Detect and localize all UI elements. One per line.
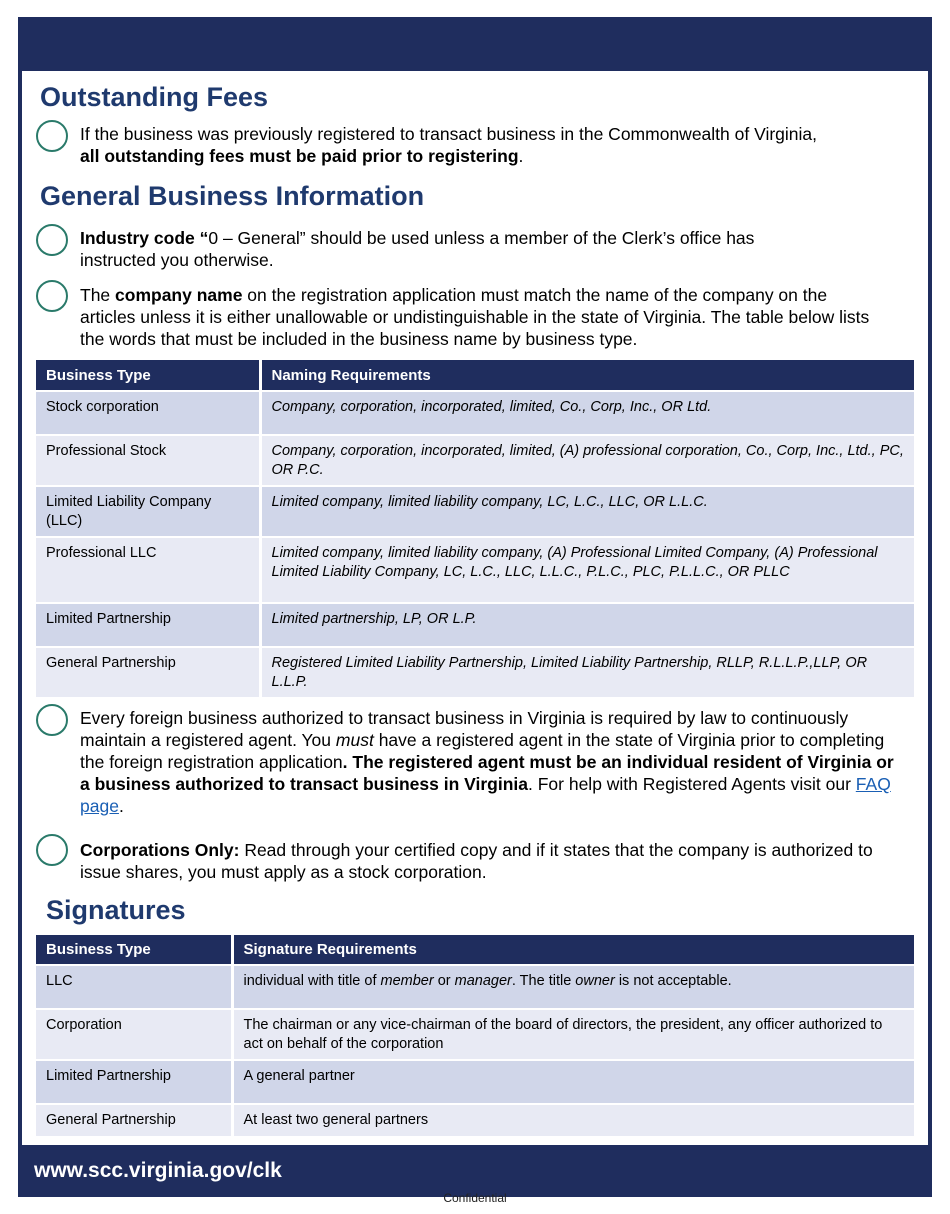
- llc-req-pre: individual with title of: [243, 973, 381, 989]
- cell-naming-requirement: Limited company, limited liability company, LC, L.C., LLC, OR L.L.C.: [260, 486, 914, 537]
- llc-req-owner: owner: [575, 973, 615, 989]
- corporations-only-body: Read through your certified copy and if it states that the company is authorized to issue shares, you must apply as a stock corporation.: [80, 840, 873, 882]
- cell-signature-requirement: The chairman or any vice-chairman of the board of directors, the president, any officer authorized to act on behalf of the corporation: [232, 1009, 914, 1060]
- signature-requirements-table: [36, 935, 914, 1136]
- registered-agent-must: must: [335, 730, 374, 750]
- cell-business-type: General Partnership: [36, 647, 260, 697]
- outstanding-fees-text: [80, 123, 900, 167]
- cell-business-type: Professional LLC: [36, 537, 260, 603]
- bullet-circle-icon: [36, 280, 68, 312]
- company-name-body: on the registration application must match the name of the company on the articles unless it is either unallowable or undistinguishable in the state of Virginia. The table below lists the words that must be included in the business name by business type.: [80, 285, 870, 349]
- faq-page-link[interactable]: FAQ page: [80, 774, 891, 816]
- cell-naming-requirement: Company, corporation, incorporated, limited, Co., Corp, Inc., OR Ltd.: [260, 391, 914, 435]
- signature-col-requirements: Signature Requirements: [232, 935, 914, 965]
- cell-naming-requirement: Limited company, limited liability company, (A) Professional Limited Company, (A) Professional Limited Liability Company, LC, L.C., LLC, L.L.C., P.L.C., PLC, P.L.L.C., OR PLLC: [260, 537, 914, 603]
- outstanding-fees-end: .: [518, 146, 524, 166]
- registered-agent-part3: . For help with Registered Agents visit our: [528, 774, 856, 794]
- table-row: [36, 647, 914, 697]
- bullet-circle-icon: [36, 224, 68, 256]
- cell-business-type: General Partnership: [36, 1104, 232, 1136]
- table-row: [36, 486, 914, 537]
- bullet-circle-icon: [36, 834, 68, 866]
- cell-business-type: Limited Partnership: [36, 1060, 232, 1104]
- registered-agent-bold: . The registered agent must be an individual resident of Virginia or a business authorized to transact business in Virginia: [80, 752, 894, 794]
- outstanding-fees-sentence: If the business was previously registered to transact business in the Commonwealth of Virginia,: [80, 124, 817, 144]
- company-name-bold: company name: [115, 285, 243, 305]
- llc-req-or: or: [433, 973, 455, 989]
- naming-col-requirements: Naming Requirements: [260, 360, 914, 391]
- cell-business-type: Limited Partnership: [36, 603, 260, 647]
- table-row: [36, 1009, 914, 1060]
- cell-signature-requirement: [232, 965, 914, 1009]
- confidential-label: Confidential: [443, 1191, 507, 1205]
- outstanding-fees-heading: Outstanding Fees: [40, 82, 269, 112]
- cell-naming-requirement: Company, corporation, incorporated, limited, (A) professional corporation, Co., Corp, Inc., Ltd., PC, OR P.C.: [260, 435, 914, 486]
- corporations-only-label: Corporations Only:: [80, 840, 240, 860]
- industry-code-text: [80, 227, 800, 271]
- bullet-circle-icon: [36, 704, 68, 736]
- cell-signature-requirement: At least two general partners: [232, 1104, 914, 1136]
- table-row: [36, 391, 914, 435]
- cell-business-type: Corporation: [36, 1009, 232, 1060]
- signature-col-business-type: Business Type: [36, 935, 232, 965]
- cell-naming-requirement: Limited partnership, LP, OR L.P.: [260, 603, 914, 647]
- registered-agent-part1: Every foreign business authorized to transact business in Virginia is required by law to continuously maintain a registered agent. You: [80, 708, 849, 750]
- table-row: [36, 537, 914, 603]
- llc-req-title: . The title: [511, 973, 576, 989]
- cell-business-type: Professional Stock: [36, 435, 260, 486]
- registered-agent-part2: have a registered agent in the state of Virginia prior to completing the foreign registration application: [80, 730, 885, 772]
- industry-code-body: 0 – General” should be used unless a member of the Clerk’s office has instructed you otherwise.: [80, 228, 755, 270]
- registered-agent-text: [80, 707, 895, 817]
- llc-req-post: is not acceptable.: [614, 973, 732, 989]
- naming-col-business-type: Business Type: [36, 360, 260, 391]
- general-info-heading: General Business Information: [40, 181, 425, 211]
- table-row: [36, 1104, 914, 1136]
- company-name-text: [80, 284, 880, 350]
- cell-naming-requirement: Registered Limited Liability Partnership, Limited Liability Partnership, RLLP, R.L.L.P.,LLP, OR L.L.P.: [260, 647, 914, 697]
- cell-business-type: LLC: [36, 965, 232, 1009]
- bullet-circle-icon: [36, 120, 68, 152]
- table-row: [36, 1060, 914, 1104]
- llc-req-manager: manager: [454, 973, 512, 989]
- company-name-pre: The: [80, 285, 116, 305]
- outstanding-fees-bold: all outstanding fees must be paid prior to registering: [80, 146, 519, 166]
- table-row: [36, 965, 914, 1009]
- llc-req-member: member: [380, 973, 434, 989]
- cell-business-type: Limited Liability Company (LLC): [36, 486, 260, 537]
- table-row: [36, 603, 914, 647]
- naming-requirements-table: [36, 360, 914, 697]
- table-row: [36, 435, 914, 486]
- footer-website-url[interactable]: www.scc.virginia.gov/clk: [34, 1159, 282, 1182]
- corporations-only-text: [80, 839, 900, 883]
- registered-agent-end: .: [118, 796, 124, 816]
- cell-signature-requirement: A general partner: [232, 1060, 914, 1104]
- signatures-heading: Signatures: [46, 895, 186, 925]
- industry-code-label: Industry code “: [80, 228, 209, 248]
- cell-business-type: Stock corporation: [36, 391, 260, 435]
